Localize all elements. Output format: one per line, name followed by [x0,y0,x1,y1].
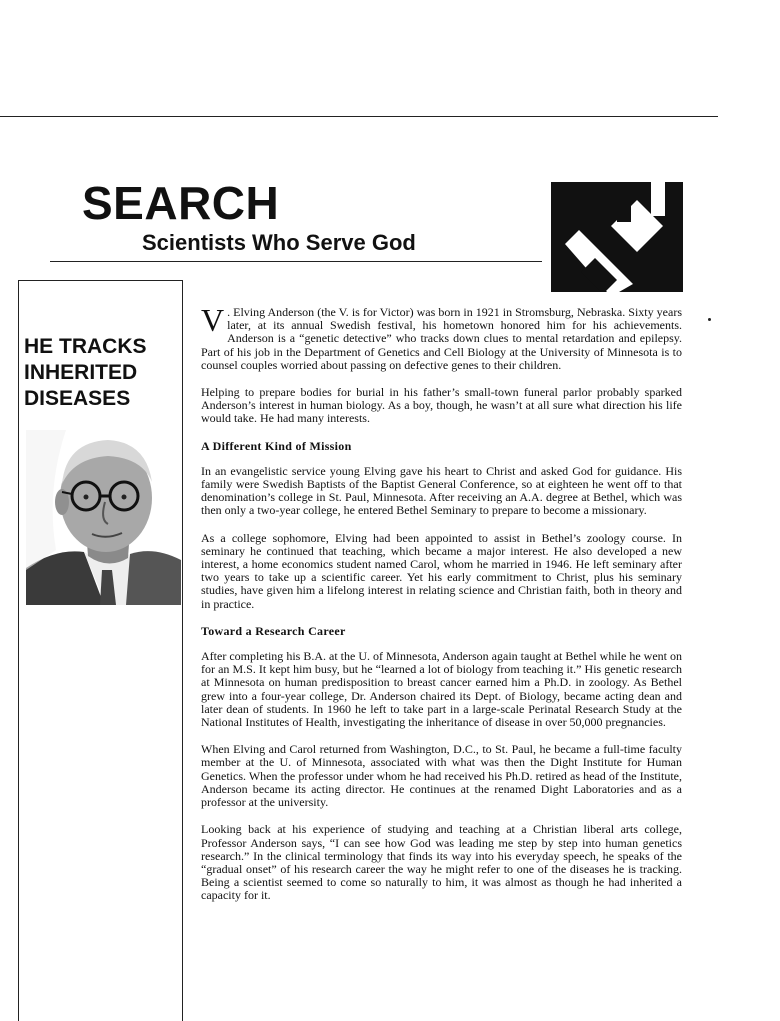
article-paragraph: Looking back at his experience of studying and teaching at a Christian liberal arts college, Professor Anderson says, “I can see how God was leading me step by step into human genetics research.” In the clinical terminology that finds its way into his everyday speech, he speaks of the “gradual onset” of his research career the way he might refer to one of the diseases he is tracking. Being a scientist seemed to come so naturally to him, it was almost as though he had inherited a capacity for it. [201,822,682,903]
headline-line-1: HE TRACKS [24,335,147,358]
article-paragraph: Helping to prepare bodies for burial in his father’s small-town funeral parlor probably sparked Anderson’s interest in human biology. As a boy, though, he wasn’t at all sure what direction his life would take. He had many interests. [201,385,682,426]
portrait-photo [26,430,181,605]
article-paragraph: In an evangelistic service young Elving gave his heart to Christ and asked God for guidance. His family were Swedish Baptists of the Baptist General Conference, so at eighteen he went off to that denomination’s college in St. Paul, Minnesota. After receiving an A.A. degree at Bethel, which was then only a two-year college, he entered Bethel Seminary to prepare to become a missionary. [201,463,682,518]
section-heading: A Different Kind of Mission [201,438,352,453]
sidebar-headline [24,334,147,412]
masthead-subtitle: Scientists Who Serve God [142,230,416,255]
masthead-title: SEARCH [82,177,280,229]
article-body [201,302,682,917]
headline-line-2: INHERITED [24,361,138,384]
search-logo-icon [551,182,683,292]
article-paragraph: As a college sophomore, Elving had been appointed to assist in Bethel’s zoology course. In seminary he continued that teaching, which became a major interest. He also developed a new interest, a home economics student named Carol, whom he married in 1946. He left seminary after two years to take up a scientific career. Yet his early commitment to Christ, plus his seminary studies, have given him a lifelong interest in relating science and Christian faith, both in theory and in practice. [201,530,682,611]
masthead-rule [50,261,542,262]
paragraph-text: . Elving Anderson (the V. is for Victor) was born in 1921 in Stromsburg, Nebraska. Sixty years later, at its annual Swedish festival, his hometown honored him for his achievements. Anderson is a “genetic detective” who tracks down clues to mental retardation and epilepsy. Part of his job in the Department of Genetics and Cell Biology at the University of Minnesota is to counsel couples worried about passing on defective genes to their children. [201,305,682,372]
stray-dot [708,318,711,321]
top-rule [0,116,718,117]
article-paragraph: After completing his B.A. at the U. of Minnesota, Anderson again taught at Bethel while he went on for an M.S. It kept him busy, but he “learned a lot of biology from teaching it.” His genetic research at Minnesota on human predisposition to breast cancer earned him a Ph.D. in zoology. As Bethel grew into a four-year college, Dr. Anderson chaired its Dept. of Biology, became acting dean and later dean of students. In 1960 he left to take part in a large-scale Perinatal Research Study at the National Institutes of Health, investigating the inheritance of disease in over 50,000 pregnancies. [201,649,682,730]
headline-line-3: DISEASES [24,387,131,410]
article-paragraph [201,302,682,372]
drop-cap: V [201,302,225,338]
section-heading: Toward a Research Career [201,623,346,638]
article-paragraph: When Elving and Carol returned from Washington, D.C., to St. Paul, he became a full-time faculty member at the U. of Minnesota, associated with what was then the Dight Institute for Human Genetics. When the professor under whom he had received his Ph.D. retired as head of the Institute, Anderson became its acting director. He continues at the renamed Dight Laboratories and as a professor at the university. [201,742,682,810]
